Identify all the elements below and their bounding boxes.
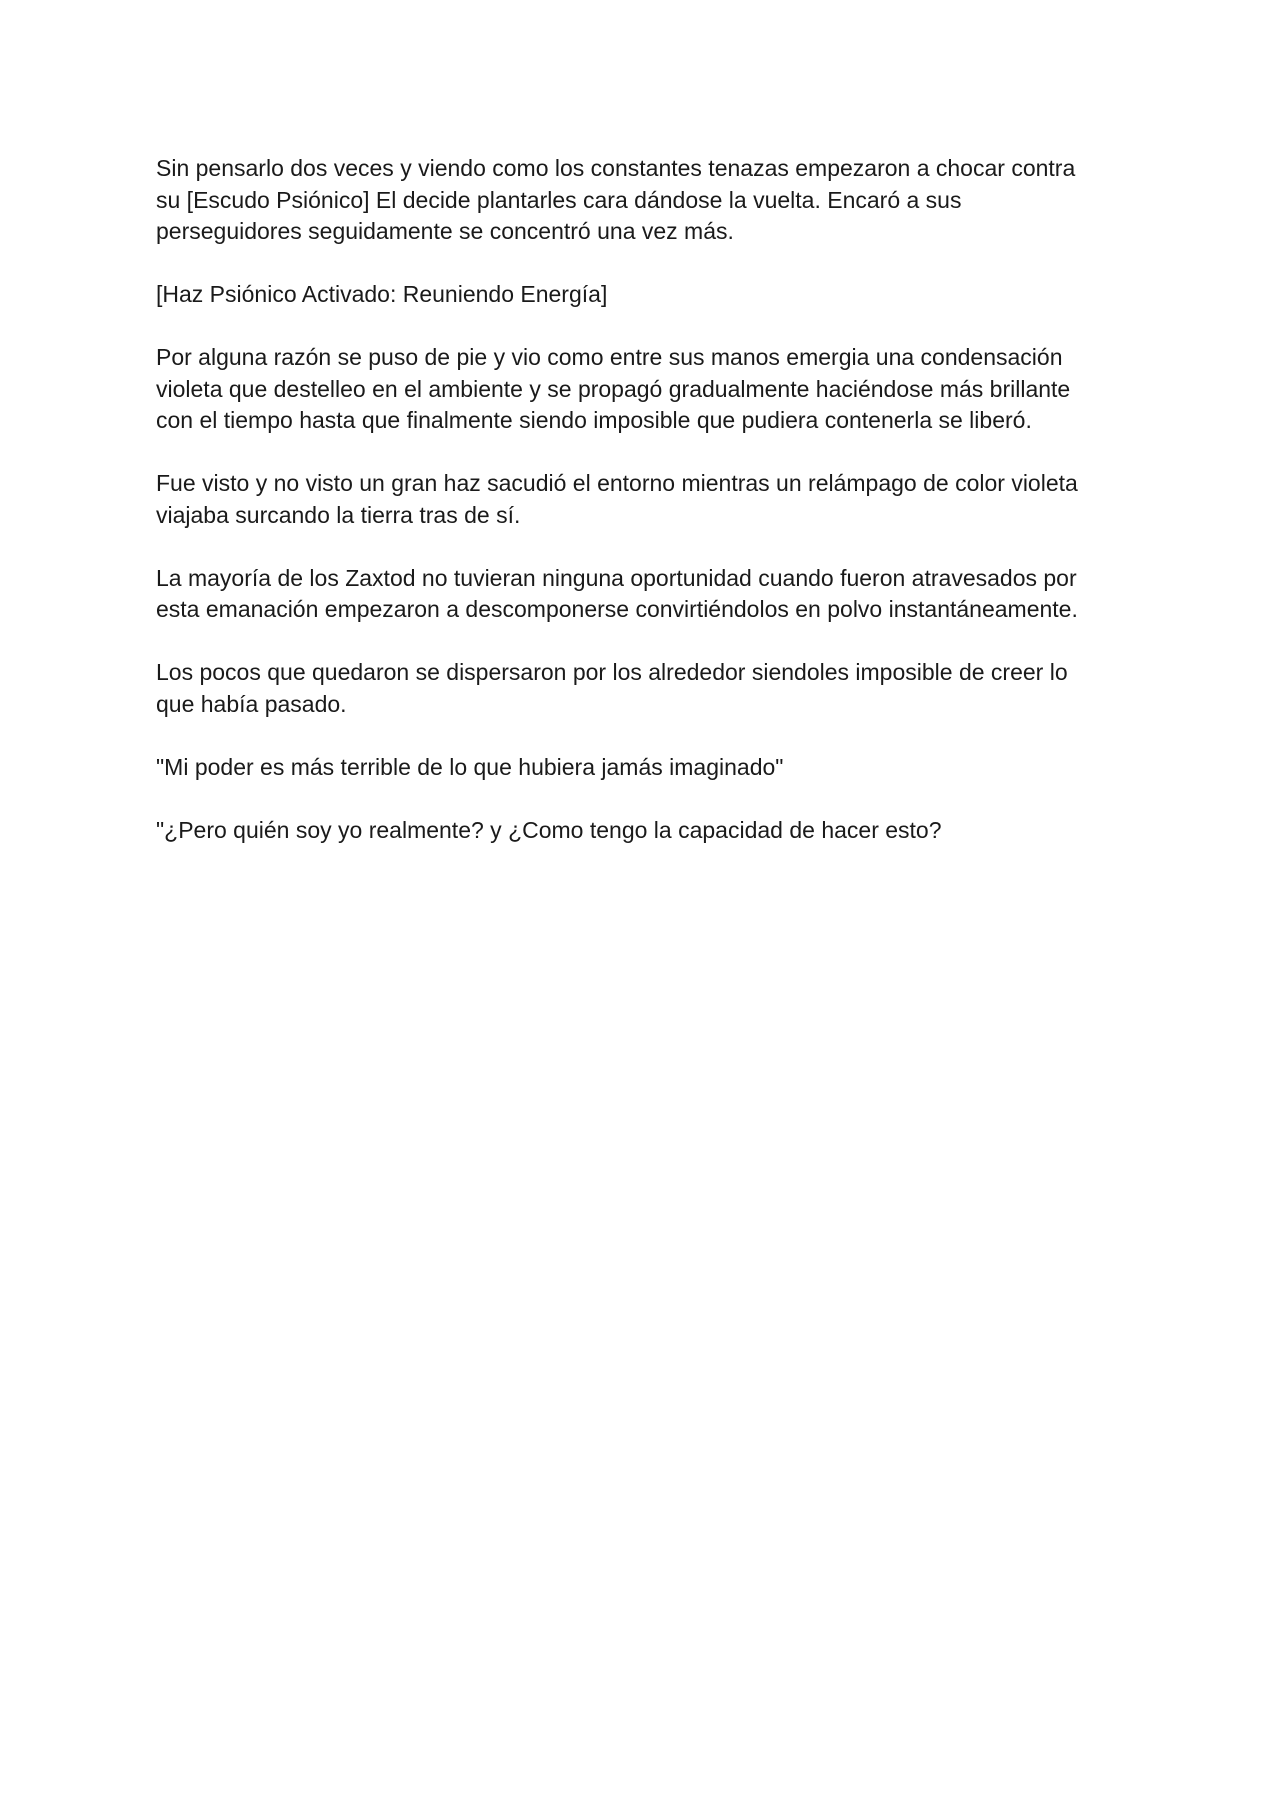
paragraph — [156, 815, 1116, 847]
document-body — [156, 153, 1116, 878]
paragraph — [156, 468, 1116, 531]
text-line: perseguidores seguidamente se concentró una vez más. — [156, 218, 734, 244]
paragraph — [156, 342, 1116, 437]
paragraph — [156, 279, 1116, 311]
text-line: Por alguna razón se puso de pie y vio como entre sus manos emergia una condensación — [156, 344, 1063, 370]
text-line: "¿Pero quién soy yo realmente? y ¿Como tengo la capacidad de hacer esto? — [156, 816, 942, 843]
text-line: Sin pensarlo dos veces y viendo como los constantes tenazas empezaron a chocar contra — [156, 155, 1076, 181]
text-line: Los pocos que quedaron se dispersaron por los alrededor siendoles imposible de creer lo — [156, 659, 1068, 685]
text-line: con el tiempo hasta que finalmente siendo imposible que pudiera contenerla se liberó. — [156, 407, 1032, 433]
paragraph — [156, 752, 1116, 784]
text-line: "Mi poder es más terrible de lo que hubiera jamás imaginado" — [156, 753, 784, 780]
text-line: esta emanación empezaron a descomponerse convirtiéndolos en polvo instantáneamente. — [156, 596, 1078, 622]
text-line: [Haz Psiónico Activado: Reuniendo Energía] — [156, 281, 608, 307]
text-line: violeta que destelleo en el ambiente y se propagó gradualmente haciéndose más brillante — [156, 375, 1071, 402]
text-line: La mayoría de los Zaxtod no tuvieran ninguna oportunidad cuando fueron atravesados por — [156, 564, 1077, 591]
text-line: que había pasado. — [156, 690, 347, 717]
paragraph — [156, 153, 1116, 248]
text-line: viajaba surcando la tierra tras de sí. — [156, 501, 521, 528]
text-line: su [Escudo Psiónico] El decide plantarles cara dándose la vuelta. Encaró a sus — [156, 186, 962, 213]
paragraph — [156, 657, 1116, 720]
paragraph — [156, 563, 1116, 626]
text-line: Fue visto y no visto un gran haz sacudió el entorno mientras un relámpago de color violeta — [156, 470, 1078, 496]
